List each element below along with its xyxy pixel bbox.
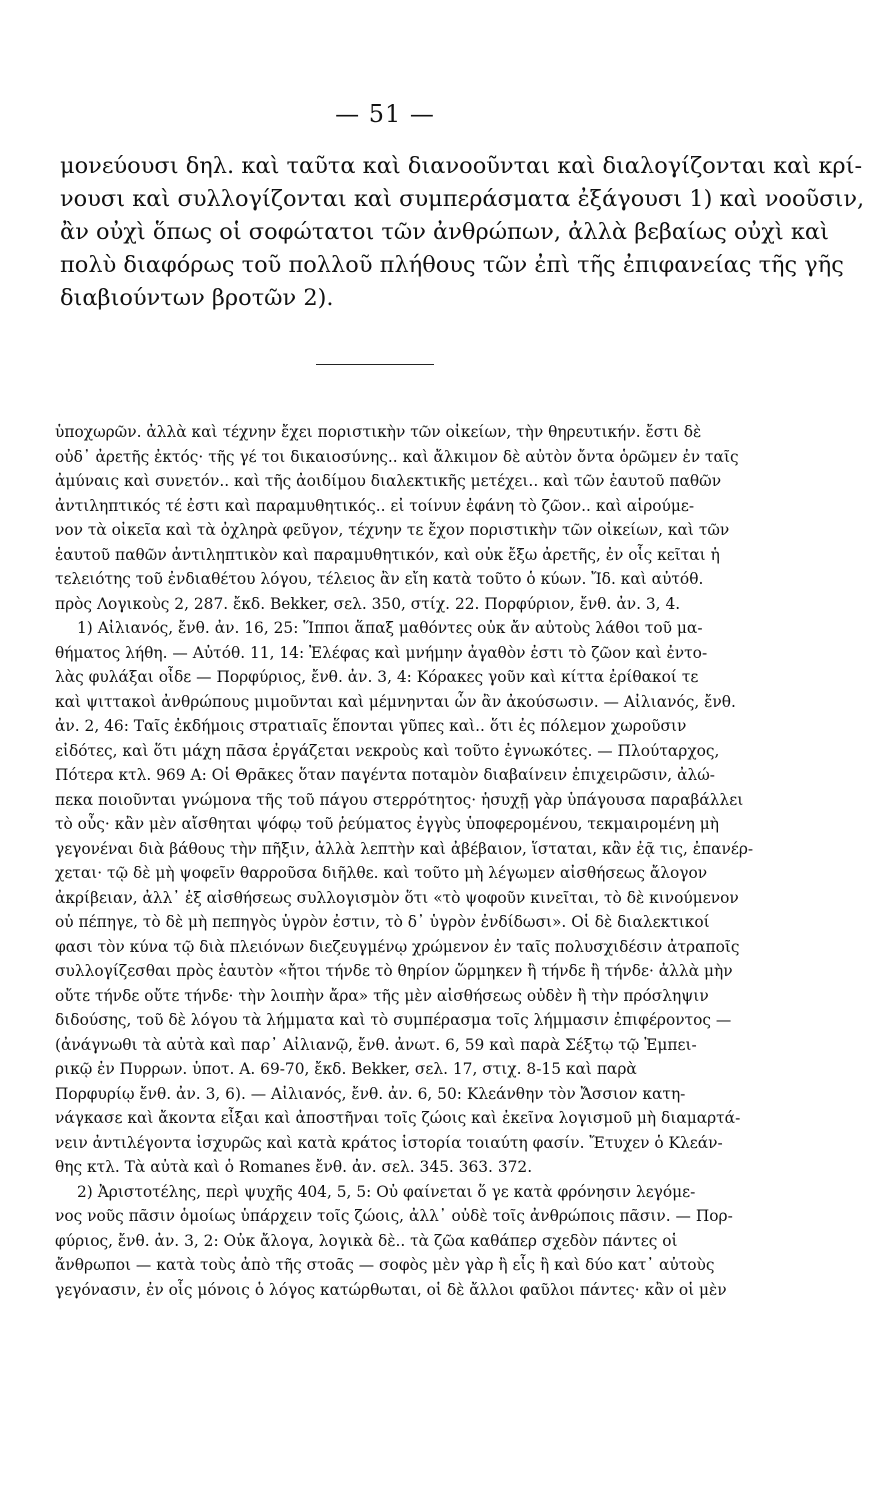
footnote-line: χεται· τῷ δὲ μὴ ψοφεῖν θαρροῦσα διῆλθε. καὶ τοῦτο μὴ λέγωμεν αἰσθήσεως ἄλογον xyxy=(55,864,708,882)
footnote-line: πρὸς Λογικοὺς 2, 287. ἔκδ. Bekker, σελ. 350, στίχ. 22. Πορφύριον, ἔνθ. ἀν. 3, 4. xyxy=(55,594,681,613)
footnote-line: ἀν. 2, 46: Ταῖς ἐκδήμοις στρατιαῖς ἕπονται γῦπες καὶ.. ὅτι ἐς πόλεμον χωροῦσιν xyxy=(55,717,687,735)
footnote-line: νος νοῦς πᾶσιν ὁμοίως ὑπάρχειν τοῖς ζώοις, ἀλλ᾽ οὐδὲ τοῖς ἀνθρώποις πᾶσιν. — Πορ- xyxy=(55,1207,733,1225)
footnote-line: ἄνθρωποι — κατὰ τοὺς ἀπὸ τῆς στοᾶς — σοφὸς μὲν γὰρ ἢ εἷς ἢ καὶ δύο κατ᾽ αὐτοὺς xyxy=(55,1256,715,1274)
footnote-line: φύριος, ἔνθ. ἀν. 3, 2: Οὐκ ἄλογα, λογικὰ δὲ.. τὰ ζῶα καθάπερ σχεδὸν πάντες οἱ xyxy=(55,1231,678,1250)
footnote-line: (ἀνάγνωθι τὰ αὐτὰ καὶ παρ᾽ Αἰλιανῷ, ἔνθ. ἀνωτ. 6, 59 καὶ παρὰ Σέξτῳ τῷ Ἐμπει- xyxy=(55,1035,697,1054)
footnote-line: φασι τὸν κύνα τῷ διὰ πλειόνων διεζευγμένῳ χρώμενον ἐν ταῖς πολυσχιδέσιν ἀτραποῖς xyxy=(55,937,740,956)
footnote-line: εἰδότες, καὶ ὅτι μάχη πᾶσα ἐργάζεται νεκροὺς καὶ τοῦτο ἐγνωκότες. — Πλούταρχος, xyxy=(55,741,720,760)
main-line: μονεύουσι δηλ. καὶ ταῦτα καὶ διανοοῦνται καὶ διαλογίζονται καὶ κρί- xyxy=(60,153,863,179)
footnote-line: διδούσης, τοῦ δὲ λόγου τὰ λήμματα καὶ τὸ συμπέρασμα τοῖς λήμμασιν ἐπιφέροντος — xyxy=(55,1011,732,1029)
footnote-line: θήματος λήθη. — Αὐτόθ. 11, 14: Ἐλέφας καὶ μνήμην ἀγαθὸν ἐστι τὸ ζῶον καὶ ἐντο- xyxy=(55,643,708,662)
footnotes xyxy=(55,420,760,1302)
footnote-line: Πότερα κτλ. 969 A: Οἱ Θρᾶκες ὅταν παγέντα ποταμὸν διαβαίνειν ἐπιχειρῶσιν, ἀλώ- xyxy=(55,766,715,784)
footnote-line: Πορφυρίῳ ἔνθ. ἀν. 3, 6). — Αἰλιανός, ἔνθ. ἀν. 6, 50: Κλεάνθην τὸν Ἄσσιον κατη- xyxy=(55,1084,686,1103)
footnote-line: τελειότης τοῦ ἐνδιαθέτου λόγου, τέλειος ἂν εἴη κατὰ τοῦτο ὁ κύων. Ἴδ. καὶ αὐτόθ. xyxy=(55,570,704,588)
footnote-line: οὔτε τήνδε οὔτε τήνδε· τὴν λοιπὴν ἄρα» τῆς μὲν αἰσθήσεως οὐδὲν ἢ τὴν πρόσληψιν xyxy=(55,986,709,1005)
footnote-line: ρικῷ ἐν Πυρρων. ὑποτ. Α. 69-70, ἔκδ. Bekker, σελ. 17, στιχ. 8-15 καὶ παρὰ xyxy=(55,1060,637,1078)
footnote-line: νάγκασε καὶ ἄκοντα εἶξαι καὶ ἀποστῆναι τοῖς ζώοις καὶ ἐκεῖνα λογισμοῦ μὴ διαμαρτά- xyxy=(55,1109,741,1127)
page-number: — 51 — xyxy=(335,100,435,128)
footnote-line: τὸ οὖς· κἂν μὲν αἴσθηται ψόφῳ τοῦ ῥεύματος ἐγγὺς ὑποφερομένου, τεκμαιρομένη μὴ xyxy=(55,815,719,833)
footnote-line: συλλογίζεσθαι πρὸς ἑαυτὸν «ἤτοι τήνδε τὸ θηρίον ὥρμηκεν ἢ τήνδε ἢ τήνδε· ἀλλὰ μὴν xyxy=(55,962,733,980)
main-line: πολὺ διαφόρως τοῦ πολλοῦ πλήθους τῶν ἐπὶ τῆς ἐπιφανείας τῆς γῆς xyxy=(60,252,844,278)
main-line: νουσι καὶ συλλογίζονται καὶ συμπεράσματα ἐξάγουσι 1) καὶ νοοῦσιν, xyxy=(60,186,865,212)
footnote-line: γεγόνασιν, ἐν οἷς μόνοις ὁ λόγος κατώρθωται, οἱ δὲ ἄλλοι φαῦλοι πάντες· κἂν οἱ μὲν xyxy=(55,1280,727,1299)
footnote-line: νειν ἀντιλέγοντα ἰσχυρῶς καὶ κατὰ κράτος ἱστορία τοιαύτη φασίν. Ἔτυχεν ὁ Κλεάν- xyxy=(55,1133,723,1152)
footnote-line: ἀντιληπτικός τέ ἐστι καὶ παραμυθητικός.. εἰ τοίνυν ἐφάνη τὸ ζῶον.. καὶ αἱρούμε- xyxy=(55,496,695,515)
footnote-line: ἀμύναις καὶ συνετόν.. καὶ τῆς ἀοιδίμου διαλεκτικῆς μετέχει.. καὶ τῶν ἑαυτοῦ παθῶν xyxy=(55,472,722,490)
footnote-line: νον τὰ οἰκεῖα καὶ τὰ ὀχληρὰ φεῦγον, τέχνην τε ἔχον ποριστικὴν τῶν οἰκείων, καὶ τῶν xyxy=(55,521,730,539)
footnote-line: καὶ ψιττακοὶ ἀνθρώπους μιμοῦνται καὶ μέμνηνται ὧν ἂν ἀκούσωσιν. — Αἰλιανός, ἔνθ. xyxy=(55,692,736,711)
main-line: διαβιούντων βροτῶν 2). xyxy=(60,285,334,311)
footnote-line: θης κτλ. Τὰ αὐτὰ καὶ ὁ Romanes ἔνθ. ἀν. σελ. 345. 363. 372. xyxy=(55,1158,533,1176)
footnote-line: πεκα ποιοῦνται γνώμονα τῆς τοῦ πάγου στερρότητος· ἡσυχῇ γὰρ ὑπάγουσα παραβάλλει xyxy=(55,790,744,809)
section-divider xyxy=(316,364,434,365)
footnote-line: γεγονέναι διὰ βάθους τὴν πῆξιν, ἀλλὰ λεπτὴν καὶ ἀβέβαιον, ἵσταται, κἂν ἐᾷ τις, ἐπανέρ- xyxy=(55,839,754,858)
main-line: ἂν οὐχὶ ὅπως οἱ σοφώτατοι τῶν ἀνθρώπων, ἀλλὰ βεβαίως οὐχὶ καὶ xyxy=(60,219,829,245)
footnote-1-start: 1) Αἰλιανός, ἔνθ. ἀν. 16, 25: Ἵπποι ἅπαξ μαθόντες οὐκ ἄν αὐτοὺς λάθοι τοῦ μα- xyxy=(77,619,703,637)
footnote-line: ἑαυτοῦ παθῶν ἀντιληπτικὸν καὶ παραμυθητικόν, καὶ οὐκ ἔξω ἀρετῆς, ἐν οἷς κεῖται ἡ xyxy=(55,545,720,564)
footnote-line: λὰς φυλάξαι οἶδε — Πορφύριος, ἔνθ. ἀν. 3, 4: Κόρακες γοῦν καὶ κίττα ἐρίθακοί τε xyxy=(55,668,699,686)
footnote-2-start: 2) Ἀριστοτέλης, περὶ ψυχῆς 404, 5, 5: Οὐ φαίνεται ὅ γε κατὰ φρόνησιν λεγόμε- xyxy=(77,1182,696,1201)
footnote-line: οὐ πέπηγε, τὸ δὲ μὴ πεπηγὸς ὑγρὸν ἐστιν, τὸ δ᾽ ὑγρὸν ἐνδίδωσι». Οἱ δὲ διαλεκτικοί xyxy=(55,913,710,931)
footnote-line: ἀκρίβειαν, ἀλλ᾽ ἐξ αἰσθήσεως συλλογισμὸν ὅτι «τὸ ψοφοῦν κινεῖται, τὸ δὲ κινούμενον xyxy=(55,888,739,907)
footnote-line: οὐδ᾽ ἀρετῆς ἐκτός· τῆς γέ τοι δικαιοσύνης.. καὶ ἄλκιμον δὲ αὐτὸν ὄντα ὁρῶμεν ἐν ταῖς xyxy=(55,447,739,466)
footnote-line: ὑποχωρῶν. ἀλλὰ καὶ τέχνην ἔχει ποριστικὴν τῶν οἰκείων, τὴν θηρευτικήν. ἔστι δὲ xyxy=(55,423,702,441)
main-text xyxy=(60,150,865,315)
